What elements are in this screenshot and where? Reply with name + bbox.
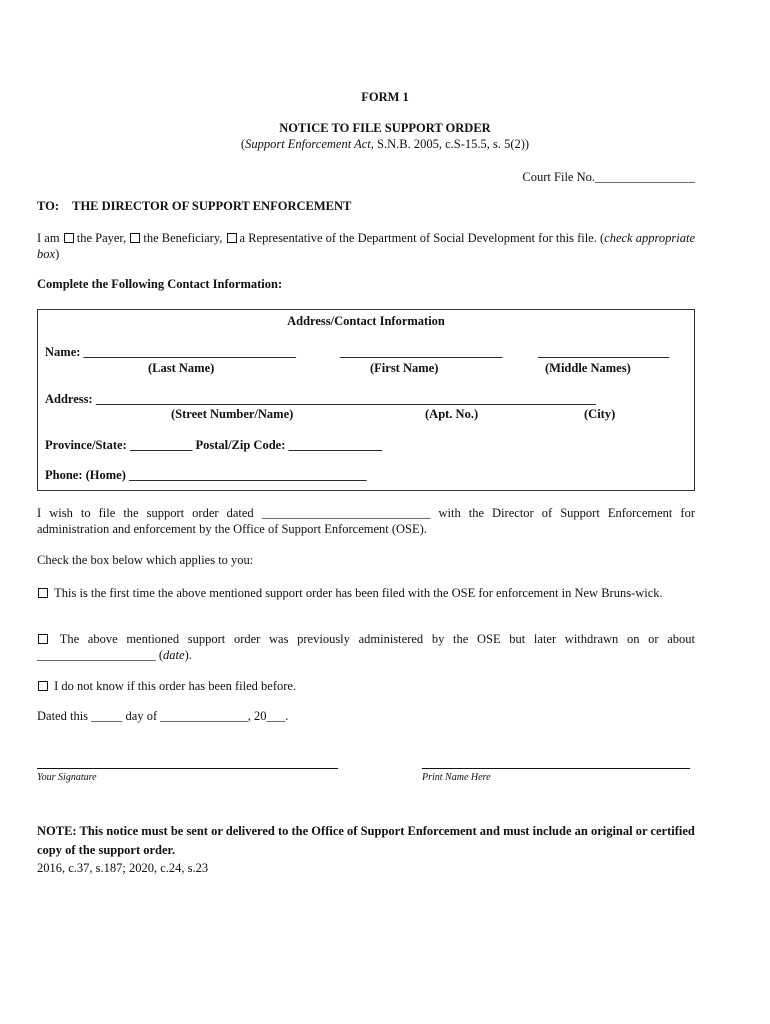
city-caption: (City) (584, 407, 616, 421)
previously-close: ). (184, 648, 192, 662)
role-prefix: I am (37, 231, 60, 245)
middle-names-caption: (Middle Names) (545, 361, 631, 375)
dated-line: Dated this _____ day of ______________, 20___. (37, 709, 289, 723)
unknown-checkbox[interactable] (38, 681, 48, 691)
note: NOTE: This notice must be sent or delivered to the Office of Support Enforcement and must include an original or certified copy of the support order. (37, 824, 695, 857)
first-time-checkbox[interactable] (38, 588, 48, 598)
payer-checkbox[interactable] (64, 233, 74, 243)
middle-name-field[interactable]: _____________________ (538, 345, 670, 359)
previously-date: date (163, 648, 185, 662)
amendments: 2016, c.37, s.187; 2020, c.24, s.23 (37, 861, 209, 875)
option-previously (37, 631, 695, 663)
filing-statement: I wish to file the support order dated ___________________________ with the Director of Support Enforcement for administration and enforcement by the Office of Support Enforcement (OSE). (37, 506, 695, 536)
form-number: FORM 1 (361, 90, 409, 104)
address-field[interactable]: Address: ________________________________________________________________________________ (45, 392, 596, 406)
check-heading: Check the box below which applies to you: (37, 553, 254, 567)
province-postal-field[interactable]: Province/State: __________ Postal/Zip Code: _______________ (45, 438, 383, 452)
to-recipient: THE DIRECTOR OF SUPPORT ENFORCEMENT (72, 199, 352, 213)
print-name-line[interactable] (422, 768, 690, 769)
contact-heading: Complete the Following Contact Information: (37, 277, 283, 291)
previously-text: The above mentioned support order was previously administered by the OSE but later withdrawn on or about ___________________ ( (37, 632, 695, 662)
first-time-text: This is the first time the above mentioned support order has been filed with the OSE for enforcement in New Bruns-wick. (54, 586, 663, 600)
form-subtitle (0, 137, 770, 152)
first-name-caption: (First Name) (370, 361, 439, 375)
street-caption: (Street Number/Name) (171, 407, 294, 421)
contact-info-box (37, 309, 695, 491)
previously-checkbox[interactable] (38, 634, 48, 644)
option-unknown (37, 678, 695, 694)
print-name-caption: Print Name Here (422, 772, 491, 783)
name-field[interactable]: Name: __________________________________ (45, 345, 297, 359)
form-title: NOTICE TO FILE SUPPORT ORDER (279, 121, 491, 135)
subtitle-rest: , S.N.B. 2005, c.S-15.5, s. 5(2)) (370, 137, 530, 151)
signature-caption: Your Signature (37, 772, 97, 783)
subtitle-open: ( (240, 137, 246, 151)
beneficiary-label: the Beneficiary, (143, 231, 223, 245)
phone-field[interactable]: Phone: (Home) ______________________________________ (45, 468, 367, 482)
payer-label: the Payer, (76, 231, 127, 245)
beneficiary-checkbox[interactable] (130, 233, 140, 243)
first-name-field[interactable]: __________________________ (340, 345, 503, 359)
signature-line[interactable] (37, 768, 338, 769)
role-hint-close: ) (55, 247, 60, 261)
representative-label: a Representative of the Department of Social Development for this file. ( (239, 231, 605, 245)
option-first-time (37, 585, 695, 601)
to-line (37, 199, 351, 214)
apt-caption: (Apt. No.) (425, 407, 479, 421)
representative-checkbox[interactable] (227, 233, 237, 243)
to-label: TO: (37, 199, 59, 213)
unknown-text: I do not know if this order has been filed before. (54, 679, 297, 693)
court-file-number: Court File No.________________ (522, 170, 695, 184)
last-name-caption: (Last Name) (148, 361, 215, 375)
role-selection (37, 230, 695, 262)
role-hint: check appropriate box (37, 231, 695, 261)
subtitle-act: Support Enforcement Act (245, 137, 371, 151)
contact-box-title: Address/Contact Information (287, 314, 445, 328)
